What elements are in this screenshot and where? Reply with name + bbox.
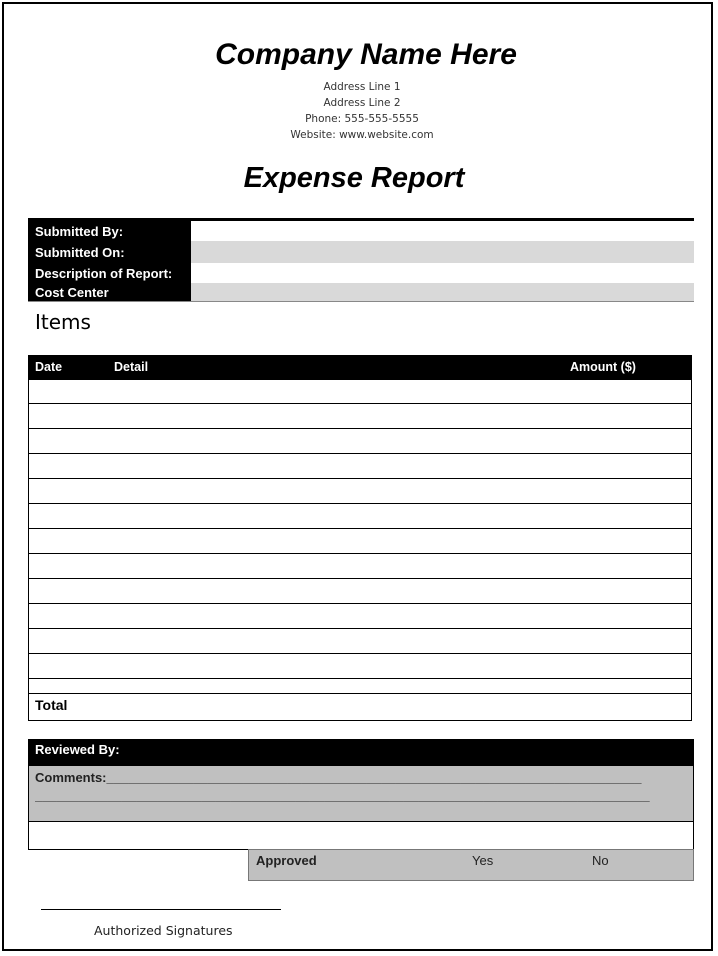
table-row[interactable] (29, 504, 691, 529)
submitted-by-field[interactable] (191, 221, 694, 241)
date-column-header: Date (35, 360, 63, 374)
address-line-1: Address Line 1 (323, 81, 401, 93)
approved-no-option[interactable]: No (592, 853, 609, 868)
total-label: Total (35, 697, 68, 713)
comments-box[interactable] (28, 766, 694, 821)
table-row[interactable] (29, 629, 691, 654)
company-name: Company Name Here (215, 38, 517, 71)
table-row[interactable] (29, 529, 691, 554)
items-heading: Items (35, 310, 91, 334)
table-row[interactable] (29, 579, 691, 604)
cost-center-field[interactable] (191, 283, 694, 301)
comments-line-2: _____________________________________________________________________________________ (35, 788, 650, 803)
cost-center-label: Cost Center (28, 283, 191, 302)
detail-column-header: Detail (114, 360, 149, 374)
table-row[interactable] (29, 554, 691, 579)
report-title: Expense Report (243, 162, 465, 194)
signature-label: Authorized Signatures (94, 923, 233, 938)
submitted-on-label: Submitted On: (28, 241, 191, 263)
phone-line: Phone: 555-555-5555 (305, 113, 419, 125)
items-table-header (29, 356, 691, 380)
submitted-by-label: Submitted By: (28, 221, 191, 241)
amount-column-header: Amount ($) (570, 360, 636, 374)
signature-line (41, 908, 281, 910)
info-bottom-divider (28, 301, 694, 302)
approved-yes-option[interactable]: Yes (472, 853, 494, 868)
reviewed-by-header: Reviewed By: (28, 739, 694, 766)
table-row[interactable] (29, 429, 691, 454)
table-row[interactable] (29, 404, 691, 429)
submitted-on-field[interactable] (191, 241, 694, 263)
table-row[interactable] (29, 380, 691, 404)
address-line-2: Address Line 2 (323, 97, 401, 109)
table-row[interactable] (29, 604, 691, 629)
approval-row (248, 849, 694, 881)
table-row[interactable] (29, 479, 691, 504)
description-field[interactable] (191, 263, 694, 283)
review-blank-field[interactable] (28, 821, 694, 850)
table-row[interactable] (29, 654, 691, 679)
approved-label: Approved (256, 853, 317, 868)
items-table (28, 355, 692, 721)
table-row[interactable] (29, 679, 691, 694)
website-line: Website: www.website.com (290, 129, 434, 141)
comments-line-1: Comments:__________________________________________________________________________ (35, 770, 642, 785)
table-row[interactable] (29, 454, 691, 479)
description-label: Description of Report: (28, 263, 191, 283)
